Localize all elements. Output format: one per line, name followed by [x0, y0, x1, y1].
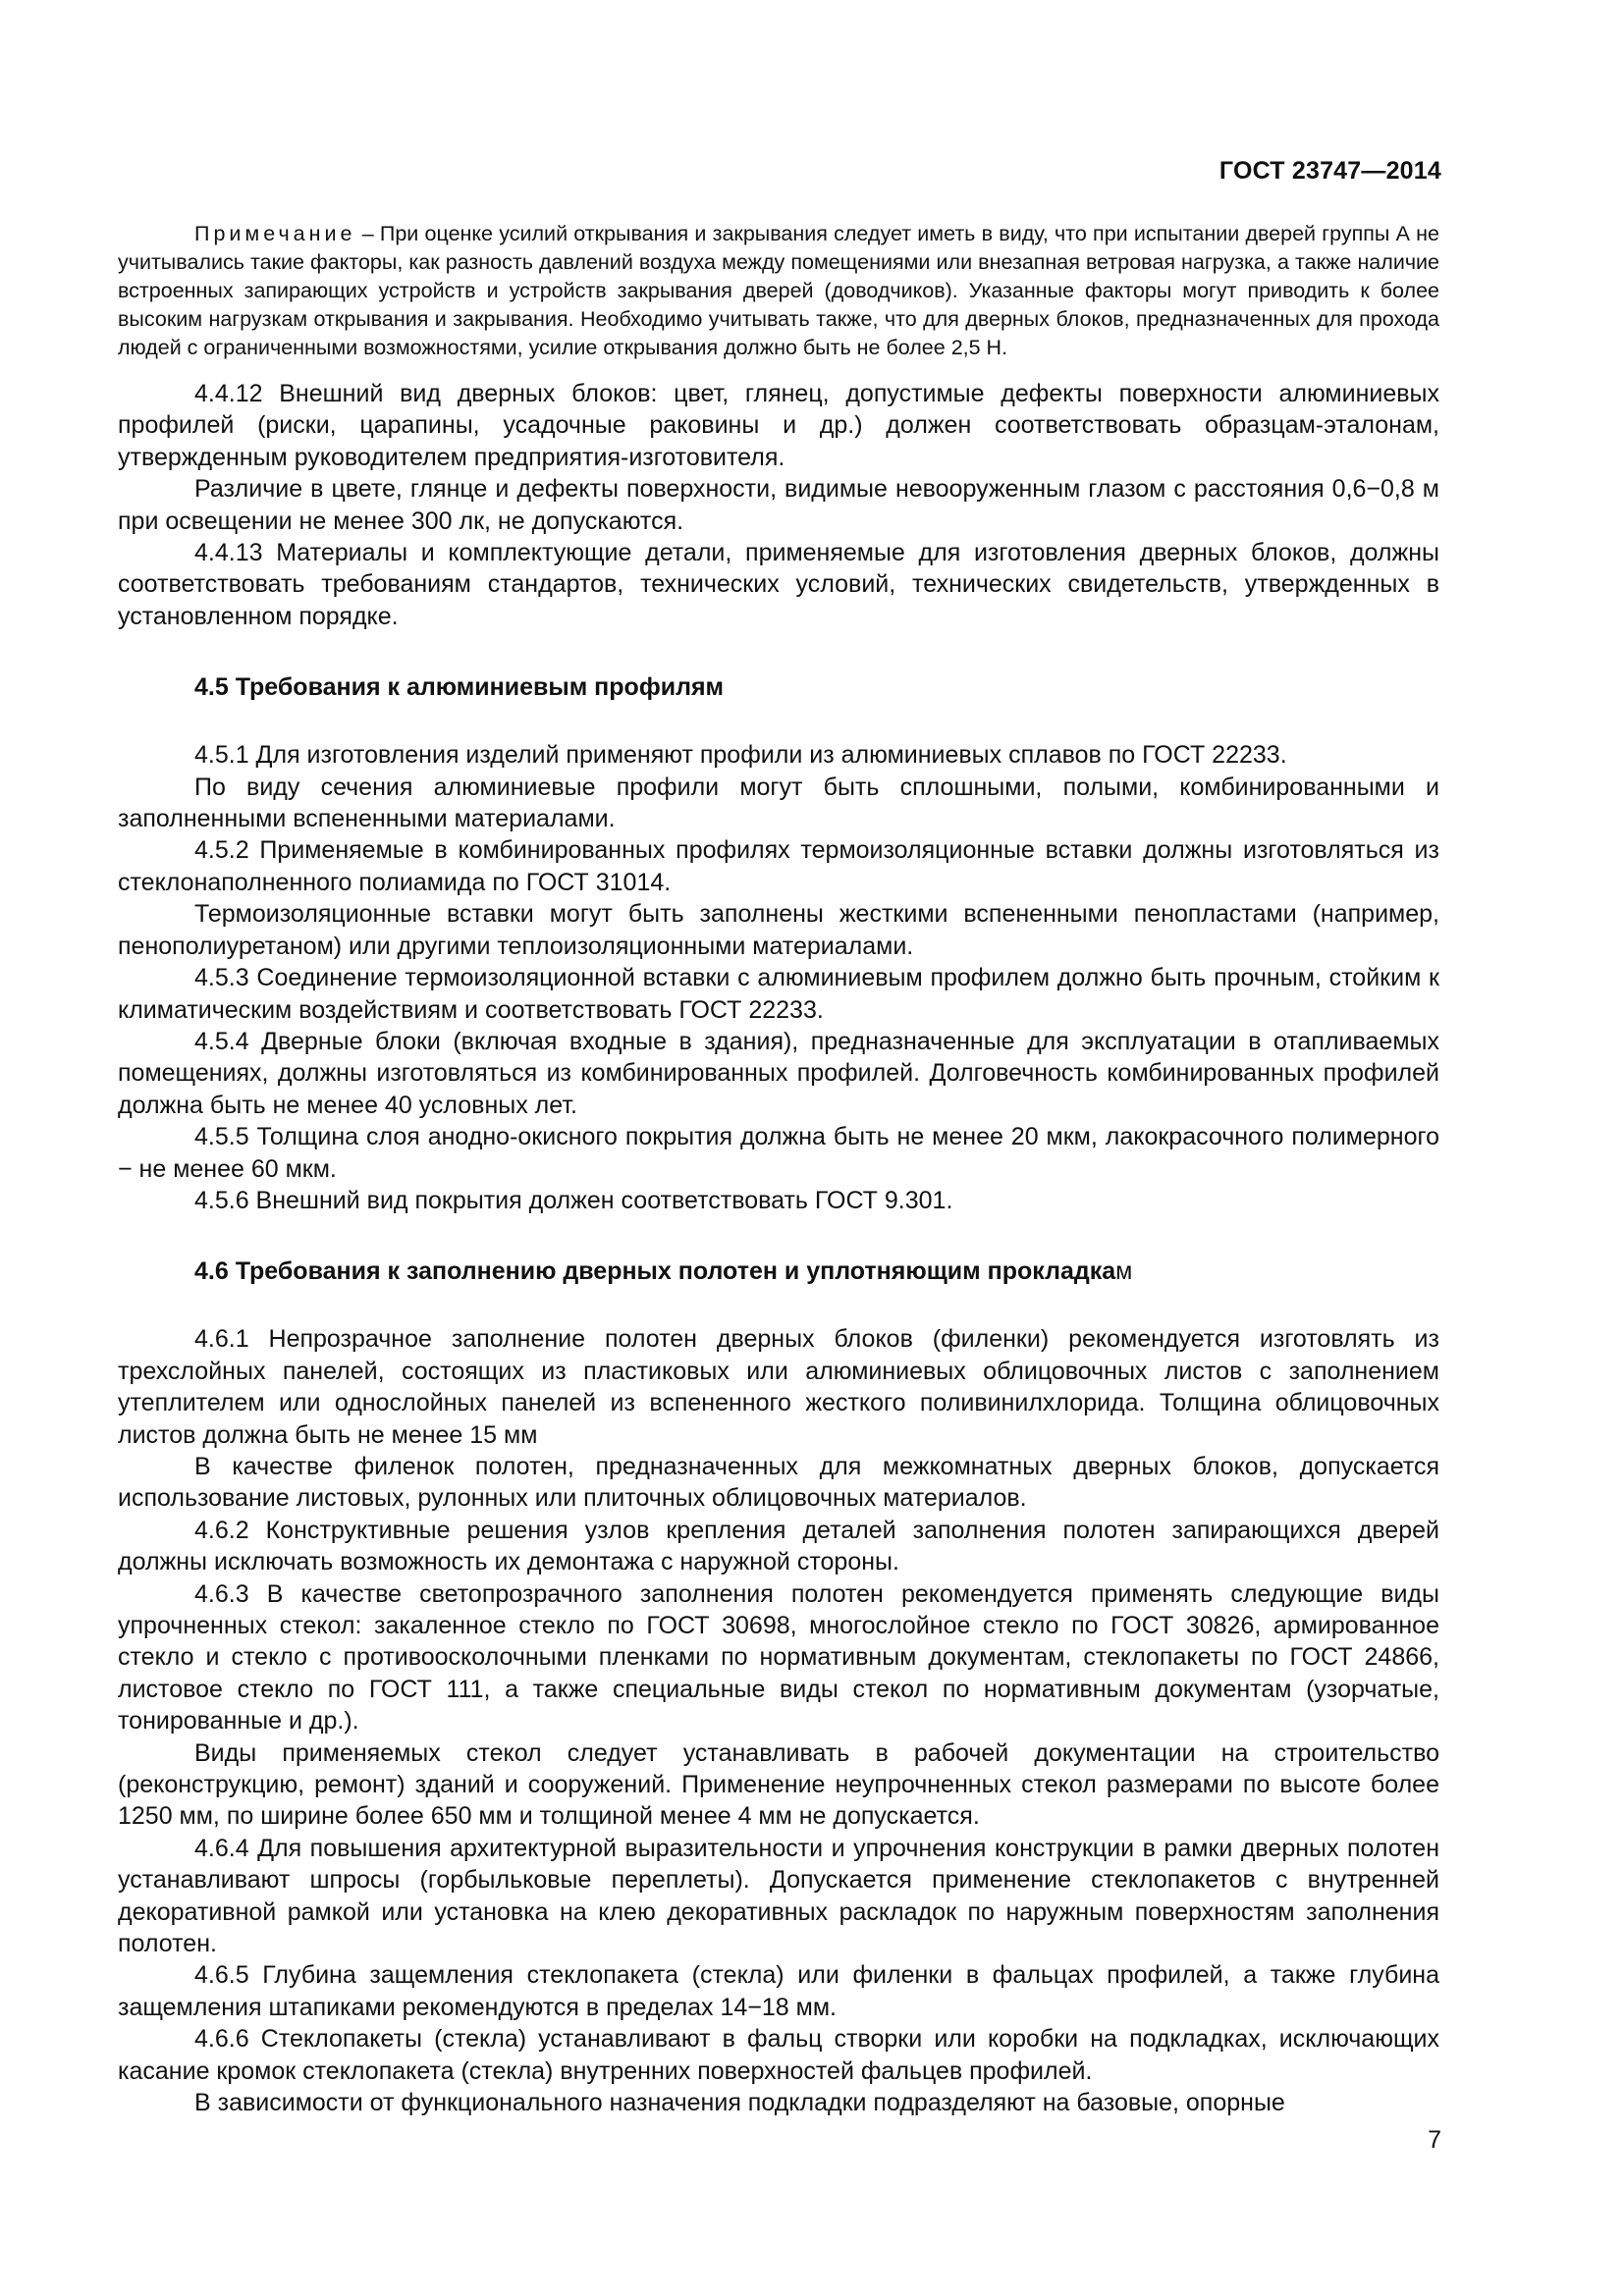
paragraph-4-5-4: 4.5.4 Дверные блоки (включая входные в здания), предназначенные для эксплуатации в отапливаемых помещениях, должны изготовляться из комбинированных профилей. Долговечность комбинированных профилей должна быть не менее 40 условных лет.	[118, 1027, 1439, 1119]
note-lead: Примечание	[194, 222, 356, 245]
paragraph-4-6-4: 4.6.4 Для повышения архитектурной выразительности и упрочнения конструкции в рамки дверных полотен устанавливают шпросы (горбыльковые переплеты). Допускается применение стеклопакетов с внутренней декоративной рамкой или установка на клею декоративных раскладок по наружным поверхностям заполнения полотен.	[118, 1834, 1439, 1958]
paragraph-4-6-1: 4.6.1 Непрозрачное заполнение полотен дверных блоков (филенки) рекомендуется изготовлять из трехслойных панелей, состоящих из пластиковых или алюминиевых облицовочных листов с заполнением утеплителем или однослойных панелей из вспененного жесткого поливинилхлорида. Толщина облицовочных листов должна быть не менее 15 мм	[118, 1325, 1439, 1449]
paragraph-4-6-6: 4.6.6 Стеклопакеты (стекла) устанавливают в фальц створки или коробки на подкладках, исключающих касание кромок стеклопакета (стекла) внутренних поверхностей фальцев профилей.	[118, 2025, 1439, 2085]
paragraph-glass-types: Виды применяемых стекол следует устанавливать в рабочей документации на строительство (реконструкцию, ремонт) зданий и сооружений. Применение неупрочненных стекол размерами по высоте более 1250 мм, по ширине более 650 мм и толщиной менее 4 мм не допускается.	[118, 1738, 1439, 1831]
standard-header: ГОСТ 23747—2014	[1218, 157, 1441, 185]
section-heading-4-6-text: 4.6 Требования к заполнению дверных полотен и уплотняющим прокладка	[194, 1257, 1116, 1286]
paragraph-4-5-2: 4.5.2 Применяемые в комбинированных профилях термоизоляционные вставки должны изготовляться из стеклонаполненного полиамида по ГОСТ 31014.	[118, 836, 1439, 896]
paragraph-profile-section: По виду сечения алюминиевые профили могут быть сплошными, полыми, комбинированными и заполненными вспененными материалами.	[118, 773, 1439, 833]
paragraph-color-difference: Различие в цвете, глянце и дефекты поверхности, видимые невооруженным глазом с расстояния 0,6−0,8 м при освещении не менее 300 лк, не допускаются.	[118, 475, 1439, 535]
paragraph-4-6-5: 4.6.5 Глубина защемления стеклопакета (стекла) или филенки в фальцах профилей, а также глубина защемления штапиками рекомендуются в пределах 14−18 мм.	[118, 1961, 1439, 2021]
paragraph-pads: В зависимости от функционального назначения подкладки подразделяют на базовые, опорные	[194, 2089, 1285, 2117]
note-paragraph	[118, 220, 1439, 362]
section-heading-4-5: 4.5 Требования к алюминиевым профилям	[194, 673, 725, 702]
paragraph-4-5-5: 4.5.5 Толщина слоя анодно-окисного покрытия должна быть не менее 20 мкм, лакокрасочного полимерного − не менее 60 мкм.	[118, 1123, 1439, 1183]
page-number: 7	[1428, 2126, 1441, 2154]
page-content	[118, 220, 1439, 2119]
paragraph-4-5-3: 4.5.3 Соединение термоизоляционной вставки с алюминиевым профилем должно быть прочным, стойким к климатическим воздействиям и соответствовать ГОСТ 22233.	[118, 964, 1439, 1024]
note-text: – При оценке усилий открывания и закрывания следует иметь в виду, что при испытании дверей группы А не учитывались такие факторы, как разность давлений воздуха между помещениями или внезапная ветровая нагрузка, а также наличие встроенных запирающих устройств и устройств закрывания дверей (доводчиков). Указанные факторы могут приводить к более высоким нагрузкам открывания и закрывания. Необходимо учитывать также, что для дверных блоков, предназначенных для прохода людей с ограниченными возможностями, усилие открывания должно быть не более 2,5 Н.	[118, 222, 1439, 359]
section-heading-4-6	[118, 1255, 1439, 1287]
paragraph-4-5-1: 4.5.1 Для изготовления изделий применяют профили из алюминиевых сплавов по ГОСТ 22233.	[194, 741, 1287, 770]
section-heading-4-6-tail: м	[1115, 1257, 1133, 1286]
paragraph-4-6-2: 4.6.2 Конструктивные решения узлов крепления деталей заполнения полотен запирающихся дверей должны исключать возможность их демонтажа с наружной стороны.	[118, 1516, 1439, 1576]
paragraph-4-6-3: 4.6.3 В качестве светопрозрачного заполнения полотен рекомендуется применять следующие виды упрочненных стекол: закаленное стекло по ГОСТ 30698, многослойное стекло по ГОСТ 30826, армированное стекло и стекло с противоосколочными пленками по нормативным документам, стеклопакеты по ГОСТ 24866, листовое стекло по ГОСТ 111, а также специальные виды стекол по нормативным документам (узорчатые, тонированные и др.).	[118, 1579, 1439, 1735]
paragraph-panels: В качестве филенок полотен, предназначенных для межкомнатных дверных блоков, допускается использование листовых, рулонных или плиточных облицовочных материалов.	[118, 1452, 1439, 1513]
paragraph-4-5-6: 4.5.6 Внешний вид покрытия должен соответствовать ГОСТ 9.301.	[194, 1186, 953, 1214]
paragraph-4-4-12: 4.4.12 Внешний вид дверных блоков: цвет, глянец, допустимые дефекты поверхности алюминиевых профилей (риски, царапины, усадочные раковины и др.) должен соответствовать образцам-эталонам, утвержденным руководителем предприятия-изготовителя.	[118, 380, 1439, 471]
paragraph-inserts: Термоизоляционные вставки могут быть заполнены жесткими вспененными пенопластами (например, пенополиуретаном) или другими теплоизоляционными материалами.	[118, 900, 1439, 960]
paragraph-4-4-13: 4.4.13 Материалы и комплектующие детали, применяемые для изготовления дверных блоков, должны соответствовать требованиям стандартов, технических условий, технических свидетельств, утвержденных в установленном порядке.	[118, 539, 1439, 630]
